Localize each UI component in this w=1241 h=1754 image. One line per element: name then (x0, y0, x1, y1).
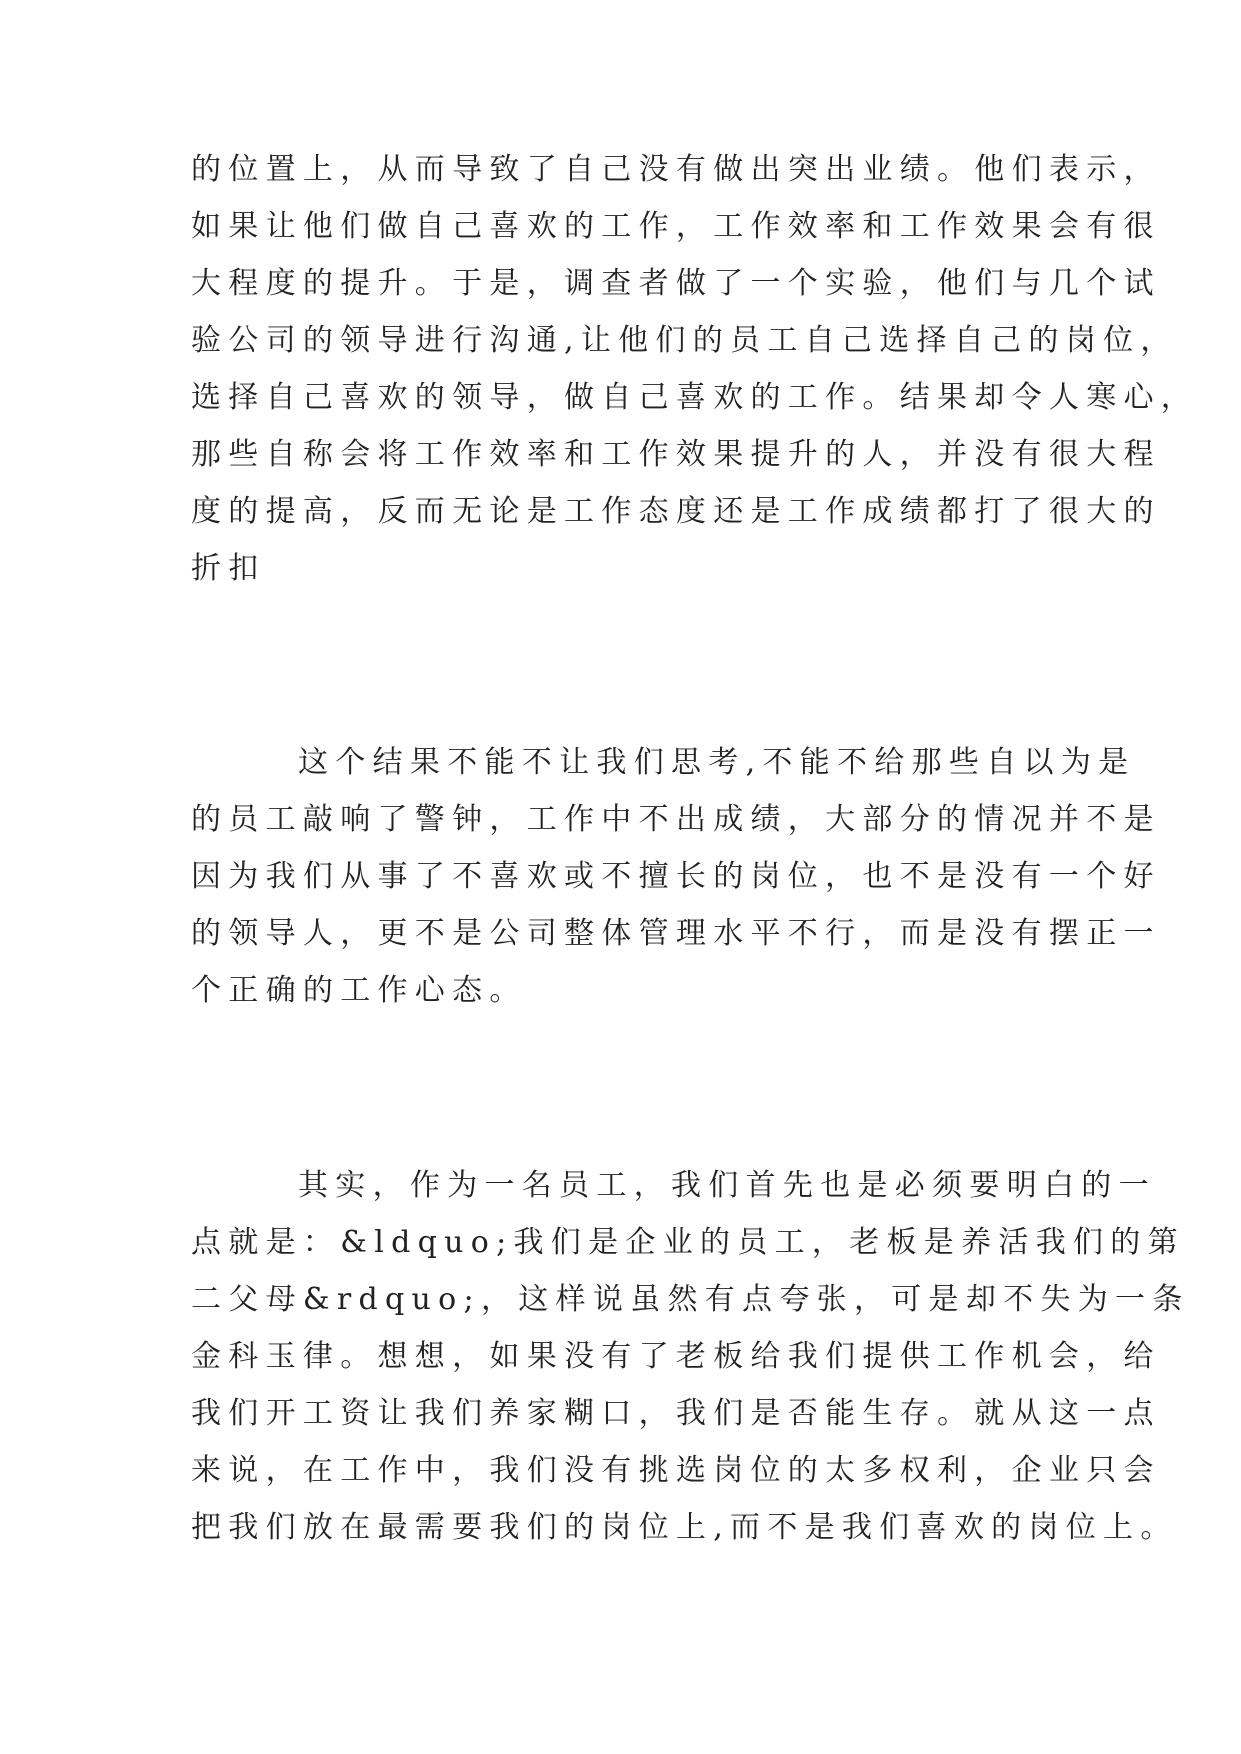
text-line: 把我们放在最需要我们的岗位上,而不是我们喜欢的岗位上。 (191, 1510, 1178, 1545)
text-line: 验公司的领导进行沟通,让他们的员工自己选择自己的岗位， (191, 323, 1178, 358)
text-line: 个正确的工作心态。 (191, 973, 527, 1008)
text-line: 的员工敲响了警钟，工作中不出成绩，大部分的情况并不是 (191, 802, 1161, 837)
text-line: 金科玉律。想想，如果没有了老板给我们提供工作机会，给 (191, 1339, 1161, 1374)
text-line: 点就是：&ldquo;我们是企业的员工，老板是养活我们的第 (191, 1225, 1185, 1260)
text-line: 的位置上，从而导致了自己没有做出突出业绩。他们表示， (191, 152, 1161, 187)
text-line: 其实，作为一名员工，我们首先也是必须要明白的一 (298, 1168, 1156, 1203)
text-line: 的领导人，更不是公司整体管理水平不行，而是没有摆正一 (191, 916, 1161, 951)
text-line: 度的提高，反而无论是工作态度还是工作成绩都打了很大的 (191, 494, 1161, 529)
text-line: 选择自己喜欢的领导，做自己喜欢的工作。结果却令人寒心， (191, 380, 1199, 415)
text-line: 来说，在工作中，我们没有挑选岗位的太多权利，企业只会 (191, 1453, 1161, 1488)
text-line: 大程度的提升。于是，调查者做了一个实验，他们与几个试 (191, 266, 1161, 301)
text-line: 那些自称会将工作效率和工作效果提升的人，并没有很大程 (191, 437, 1161, 472)
text-line: 我们开工资让我们养家糊口，我们是否能生存。就从这一点 (191, 1396, 1161, 1431)
text-line: 这个结果不能不让我们思考,不能不给那些自以为是 (298, 745, 1136, 780)
text-line: 二父母&rdquo;，这样说虽然有点夸张，可是却不失为一条 (191, 1282, 1190, 1317)
text-line: 折扣 (191, 551, 266, 586)
text-line: 如果让他们做自己喜欢的工作，工作效率和工作效果会有很 (191, 209, 1161, 244)
text-line: 因为我们从事了不喜欢或不擅长的岗位，也不是没有一个好 (191, 859, 1161, 894)
